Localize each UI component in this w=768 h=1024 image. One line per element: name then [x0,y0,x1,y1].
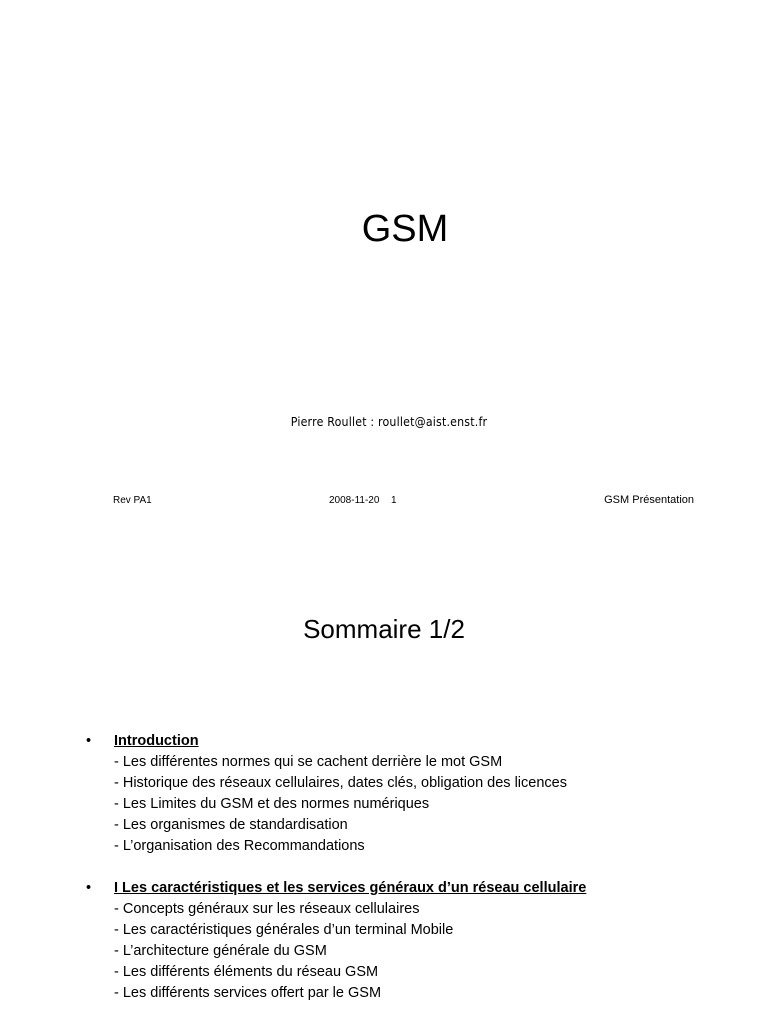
list-item: - Les différents services offert par le GSM [114,985,382,1001]
section-heading: I Les caractéristiques et les services généraux d’un réseau cellulaire [114,880,587,896]
section-item-list [86,752,567,857]
sommaire-title: Sommaire 1/2 [303,614,465,644]
section-caracteristiques [86,878,586,1004]
list-item: - Historique des réseaux cellulaires, dates clés, obligation des licences [114,775,567,791]
list-item: - Les Limites du GSM et des normes numériques [114,796,430,812]
bullet: • [86,880,92,896]
list-item: - Les différentes normes qui se cachent derrière le mot GSM [114,754,503,770]
author-line: Pierre Roullet : roullet@aist.enst.fr [290,415,488,429]
bullet: • [86,733,92,749]
list-item: - Les différents éléments du réseau GSM [114,964,379,980]
list-item: - Concepts généraux sur les réseaux cellulaires [114,901,420,917]
list-item: - L’architecture générale du GSM [114,943,327,959]
list-item: - Les caractéristiques générales d’un terminal Mobile [114,922,454,938]
footer-revision: Rev PA1 [113,495,152,506]
cover-title: GSM [361,208,449,250]
section-item-list [86,899,586,1004]
list-item: - Les organismes de standardisation [114,817,348,833]
section-heading: Introduction [114,733,199,749]
list-item: - L’organisation des Recommandations [114,838,365,854]
footer-page-number: 1 [391,495,397,506]
footer-presentation-name: GSM Présentation [604,494,694,506]
footer-date: 2008-11-20 [329,495,380,506]
section-introduction [86,731,567,857]
